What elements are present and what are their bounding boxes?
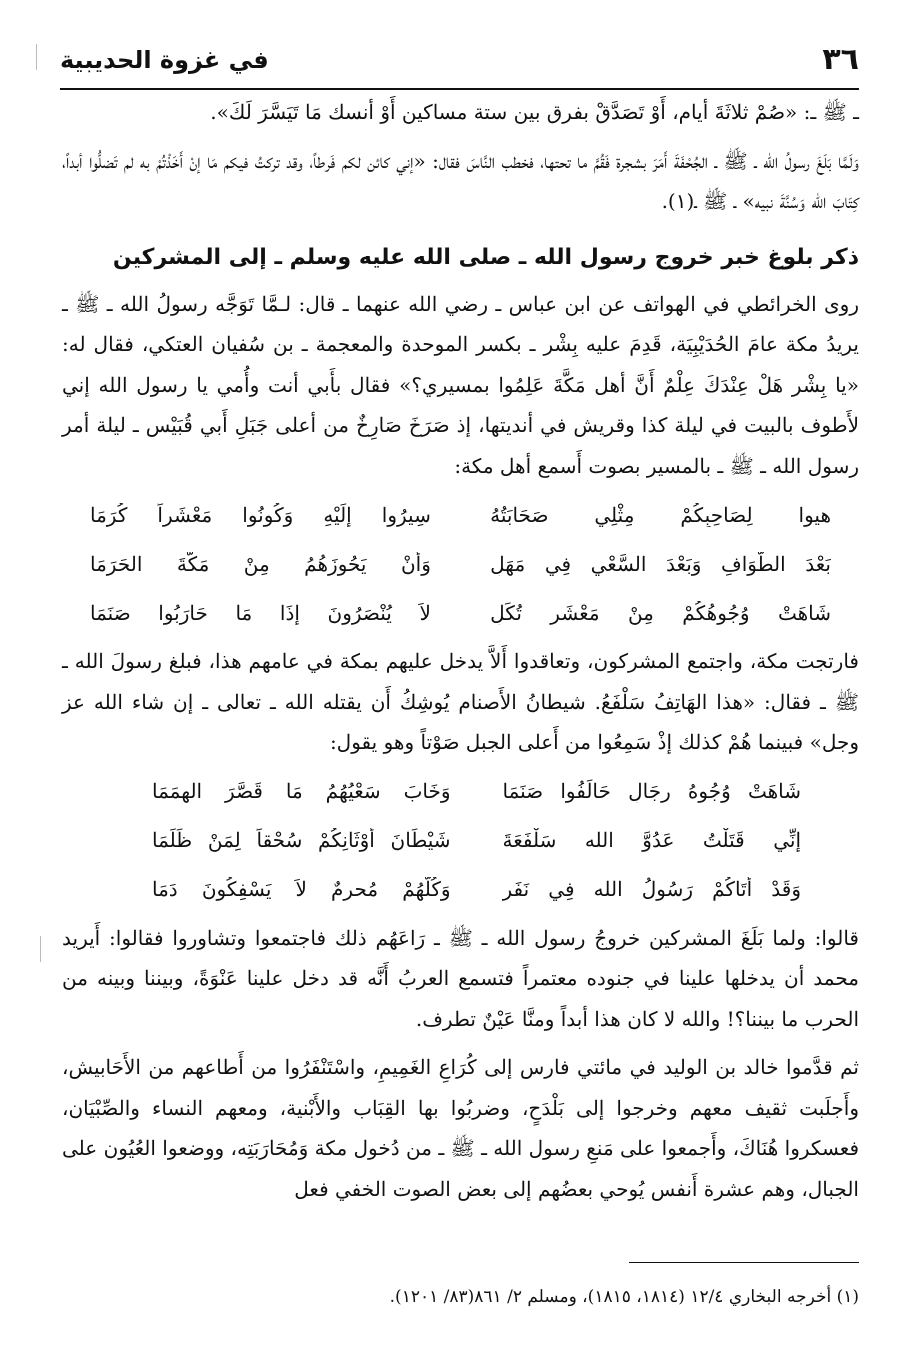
poem-line	[90, 588, 831, 637]
poem-line	[152, 767, 801, 816]
poem-line	[90, 539, 831, 588]
poem-line	[152, 816, 801, 865]
scan-mark	[36, 44, 37, 70]
page-number: ٣٦	[822, 42, 859, 77]
hemistich-second: لاَ يُنْصَرُونَ إِذَا مَا حَارَبُوا صَنَمَا	[90, 600, 431, 625]
paragraph-2: وَلَمَّا بَلَغَ رسولُ الله ـ ﷺ ـ الجُحْفَةَ أَمَرَ بشجرة فَقُمَّ ما تحتها، فخطب النَّاسَ فقال: «إني كائن لكم فَرطاً، وقد تركتُ فيكم مَا إنْ أَخَذْتُمْ به لم تَضلُّوا أبداً، كِتَابَ الله وَسُنَّةَ نبيه» ـ ﷺ ـ(١).	[62, 148, 859, 213]
hemistich-second: وَكُلُّهُمْ مُحرِمٌ لاَ يَسْفِكُونَ دَمَا	[152, 877, 451, 901]
hemistich-second: وَأَنْ يَحُوزَهُمُ مِنْ مَكَّةَ الحَرَمَا	[90, 551, 431, 576]
hemistich-first: وَقَدْ أَتَاكُمْ رَسُولُ الله فِي نَفَرٍ	[502, 877, 801, 901]
hemistich-first: إِنِّي قَتَلْتُ عَدُوَّ الله سَلْفَعَةَ	[502, 828, 801, 852]
paragraph-4: فارتجت مكة، واجتمع المشركون، وتعاقدوا أَلاَّ يدخل عليهم بمكة في عامهم هذا، فبلغ رسولَ الله ـ ﷺ ـ فقال: «هذا الهَاتِفُ سَلْفَعُ. شيطانُ الأَصنام يُوشِكُ أَن يقتله الله ـ تعالى ـ إن شاء الله عز وجل» فبينما هُمْ كذلك إذْ سَمِعُوا من أَعلى الجبل صَوْتاً وهو يقول:	[62, 649, 859, 754]
hemistich-first: بَعْدَ الطَّوَافِ وَبَعْدَ السَّعْيِ فِي مَهَلٍ	[490, 551, 831, 576]
hemistich-second: سِيرُوا إِلَيْهِ وَكُونُوا مَعْشَراً كُرَمَا	[90, 502, 431, 527]
scan-mark	[40, 936, 41, 962]
section-heading: ذكر بلوغ خبر خروج رسول الله ـ صلى الله عليه وسلم ـ إلى المشركين	[112, 244, 859, 270]
paragraph-1: ـ ﷺ ـ: «صُمْ ثلاثَةَ أيام، أَوْ تَصَدَّقْ بفرق بين ستة مساكين أَوْ أنسك مَا تَيَسَّرَ لَكَ».	[210, 100, 859, 124]
running-title: في غزوة الحديبية	[60, 46, 269, 74]
poem-line	[152, 865, 801, 914]
hemistich-second: وَخَابَ سَعْيُهُمُ مَا قَصَّرَ الهِمَمَا	[152, 779, 451, 803]
hemistich-first: هيوا لِصَاحِبِكُمْ مِثْلِي صَحَابَتُهُ	[490, 502, 831, 527]
hemistich-second: شَيْطَانَ أَوْثَانِكُمْ سُحْقاً لِمَنْ ظَلَمَا	[152, 828, 451, 852]
poem-2	[62, 767, 859, 914]
poem-1	[62, 490, 859, 637]
poem-line	[90, 490, 831, 539]
paragraph-6: ثم قدَّموا خالد بن الوليد في مائتي فارس إلى كُرَاعِ الغَمِيمِ، واسْتَنْفَرُوا من أَطاعهم من الأَحَابيش، وأَجلَبت ثقيف معهم وخرجوا إلى بَلْدَحٍ، وضربُوا بها القِبَاب والأَبْنية، ومعهم النساء والصِّبْيَان، فعسكروا هُنَاكَ، وأَجمعوا على مَنعِ رسول الله ـ ﷺ ـ من دُخول مكة وَمُحَارَبَتِه، ووضعوا العُيُون على الجبال، وهم عشرة أَنفس يُوحي بعضُهم إلى بعض الصوت الخفي فعل	[62, 1055, 859, 1201]
paragraph-3: روى الخرائطي في الهواتف عن ابن عباس ـ رضي الله عنهما ـ قال: لـمَّا تَوَجَّه رسولُ الله ـ ﷺ ـ يريدُ مكة عامَ الحُدَيْبِيَة، قَدِمَ عليه بِشْر ـ بكسر الموحدة والمعجمة ـ بن سُفيان العتكي، فقال له: «يا بِشْر هَلْ عِنْدَكَ عِلْمٌ أَنَّ أهل مَكَّةَ عَلِمُوا بمسيري؟» فقال بأَبي أنت وأُمي يا رسول الله إني لأَطوف بالبيت في ليلة كذا وقريش في أنديتها، إذ صَرَخَ صَارِخٌ من أعلى جَبَلِ أَبي قُبَيْس ـ ليلة أمر رسول الله ـ ﷺ ـ بالمسير بصوت أَسمع أهل مكة:	[62, 291, 859, 478]
footnote: (١) أخرجه البخاري ١٢/٤ (١٨١٤، ١٨١٥)، ومسلم ٢/ ٨٦١(٨٣/ ١٢٠١).	[389, 1287, 859, 1307]
hemistich-first: شَاهَتْ وُجُوهُكُمْ مِنْ مَعْشَرٍ تُكَلٍ	[490, 600, 831, 625]
hemistich-first: شَاهَتْ وُجُوهُ رِجَالٍ حَالَفُوا صَنَمَا	[502, 779, 801, 803]
page-header	[60, 36, 859, 90]
footnote-separator	[629, 1262, 859, 1263]
body-text	[62, 92, 859, 1209]
paragraph-5: قالوا: ولما بَلَغَ المشركين خروجُ رسول الله ـ ﷺ ـ رَاعَهُم ذلك فاجتمعوا وتشاوروا فقالوا: أَيريد محمد أن يدخلها علينا في جنوده معتمراً فتسمع العربُ أَنَّه قد دخل علينا عَنْوَةً، وبيننا وبينه من الحرب ما بيننا؟! والله لا كان هذا أبداً ومنَّا عَيْنٌ تطرف.	[62, 925, 859, 1031]
